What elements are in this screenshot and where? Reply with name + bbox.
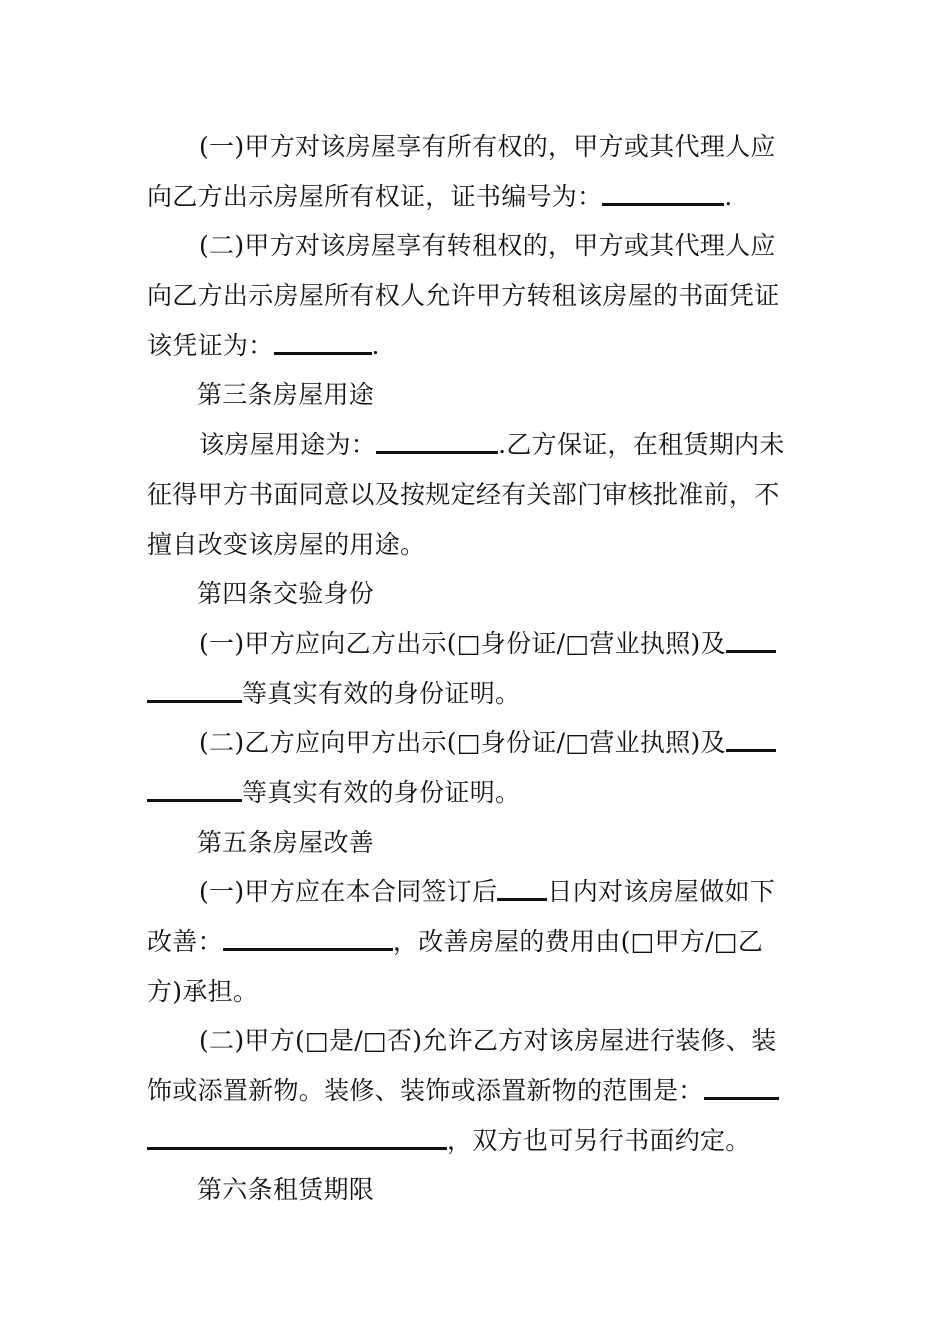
paragraph-line [147,1066,807,1116]
heading-text: 第三条房屋用途 [197,380,375,410]
section-heading [147,569,807,619]
paragraph-line [147,271,807,321]
paragraph-line [147,321,807,371]
clause-text: 向乙方出示房屋所有权证，证书编号为： [147,181,603,211]
heading-text: 第五条房屋改善 [197,827,375,857]
clause-text: ，双方也可另行书面约定。 [447,1125,751,1155]
paragraph-line [147,172,807,222]
clause-text: 饰或添置新物。装修、装饰或添置新物的范围是： [147,1076,704,1106]
clause-text: (一)甲方应向乙方出示(□身份证/□营业执照)及 [199,628,726,658]
clause-text: (二)乙方应向甲方出示(□身份证/□营业执照)及 [199,728,726,758]
blank-field-id-document [147,700,242,703]
blank-field-voucher [274,352,372,355]
clause-text: 改善： [147,927,223,956]
paragraph-line [147,520,807,570]
paragraph-line [147,768,807,818]
clause-text: 日内对该房屋做如下 [547,877,776,907]
clause-text: (一)甲方应在本合同签订后 [199,877,498,907]
contract-page [147,122,807,1215]
paragraph-line [147,470,807,520]
blank-field-usage [376,451,498,454]
paragraph-line [147,867,807,917]
clause-text: . [371,330,380,360]
paragraph-line [147,221,807,271]
clause-text: . [724,181,733,211]
heading-text: 第四条交验身份 [197,579,375,609]
blank-field-days [497,898,547,901]
clause-text: 向乙方出示房屋所有权人允许甲方转租该房屋的书面凭证 [147,281,780,311]
paragraph-line [147,122,807,172]
clause-text: 该凭证为： [147,330,274,360]
blank-field-id-document [147,799,242,802]
paragraph-line [147,1116,807,1166]
clause-text: 方)承担。 [147,976,259,1006]
section-heading [147,818,807,868]
paragraph-line [147,619,807,669]
clause-text: 擅自改变该房屋的用途。 [147,529,426,559]
heading-text: 第六条租赁期限 [197,1175,375,1205]
section-heading [147,370,807,420]
blank-field-certificate-number [602,203,724,206]
paragraph-line [147,967,807,1017]
clause-text: (一)甲方对该房屋享有所有权的，甲方或其代理人应 [199,132,776,161]
clause-text: 该房屋用途为： [199,430,377,460]
paragraph-line [147,420,807,470]
clause-text: (二)甲方对该房屋享有转租权的，甲方或其代理人应 [199,231,776,261]
clause-text: (二)甲方(□是/□否)允许乙方对该房屋进行装修、装 [199,1026,777,1056]
paragraph-line [147,669,807,719]
clause-text: 等真实有效的身份证明。 [242,678,521,708]
blank-field-improvements [223,948,393,951]
blank-field-id-document [726,749,776,752]
clause-text: 等真实有效的身份证明。 [242,777,521,807]
clause-text: 征得甲方书面同意以及按规定经有关部门审核批准前，不 [147,479,780,509]
paragraph-line [147,917,807,967]
clause-text: .乙方保证，在租赁期内未 [498,430,785,460]
blank-field-id-document [726,650,776,653]
paragraph-line [147,1016,807,1066]
blank-field-decoration-scope [704,1097,779,1100]
section-heading [147,1165,807,1215]
paragraph-line [147,718,807,768]
clause-text: ，改善房屋的费用由(□甲方/□乙 [392,927,764,956]
blank-field-decoration-scope [147,1147,447,1150]
